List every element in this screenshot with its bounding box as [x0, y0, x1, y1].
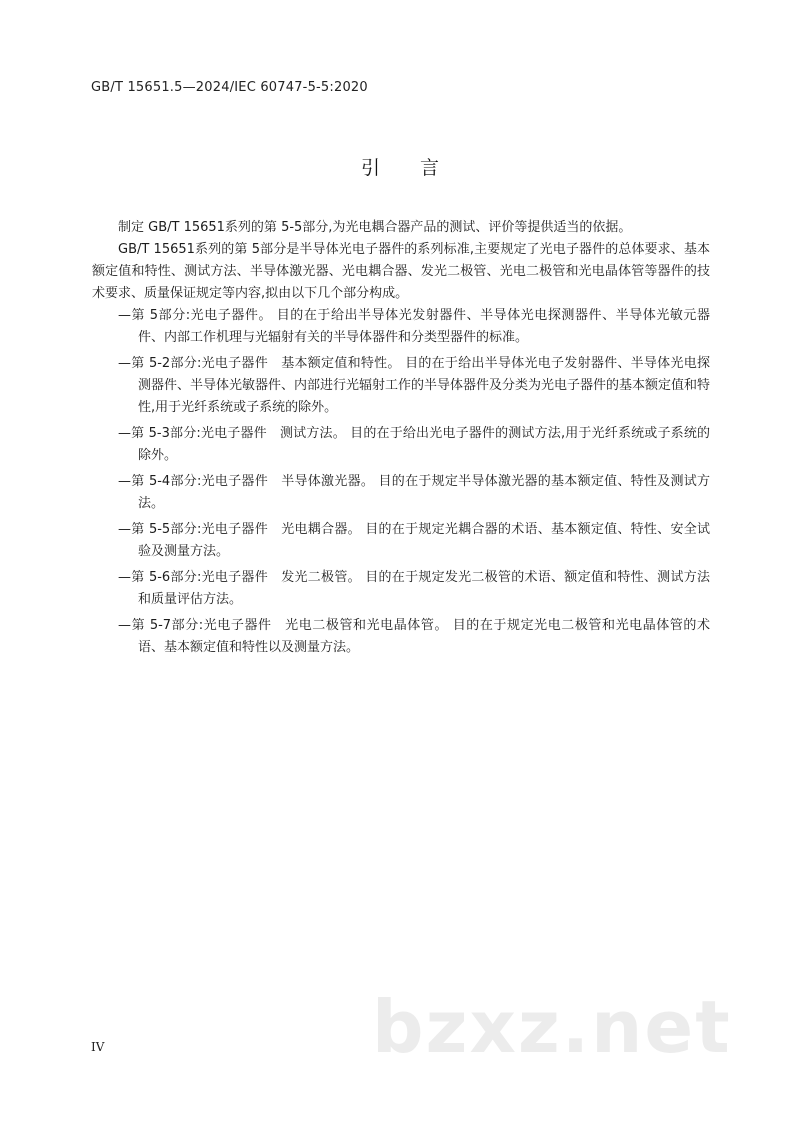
- paragraph: GB/T 15651系列的第 5部分是半导体光电子器件的系列标准,主要规定了光电子器件的总体要求、基本额定值和特性、测试方法、半导体激光器、光电耦合器、发光二极管、光电二极管和光电晶体管等器件的技术要求、质量保证规定等内容,拟由以下几个部分构成。: [92, 242, 710, 301]
- list-item: —第 5-3部分:光电子器件 测试方法。 目的在于给出光电子器件的测试方法,用于光纤系统或子系统的除外。: [118, 426, 710, 463]
- body-text: [92, 217, 710, 663]
- list-item: —第 5-2部分:光电子器件 基本额定值和特性。 目的在于给出半导体光电子发射器件、半导体光电探测器件、半导体光敏器件、内部进行光辐射工作的半导体器件及分类为光电子器件的基本额定值和特性,用于光纤系统或子系统的除外。: [118, 356, 711, 415]
- page-number: IV: [91, 1040, 105, 1054]
- list-item: —第 5-4部分:光电子器件 半导体激光器。 目的在于规定半导体激光器的基本额定值、特性及测试方法。: [118, 474, 710, 511]
- list-item: —第 5-7部分:光电子器件 光电二极管和光电晶体管。 目的在于规定光电二极管和光电晶体管的术语、基本额定值和特性以及测量方法。: [118, 618, 710, 655]
- list-item: —第 5-5部分:光电子器件 光电耦合器。 目的在于规定光耦合器的术语、基本额定值、特性、安全试验及测量方法。: [118, 522, 710, 559]
- section-title: 引言: [360, 157, 479, 179]
- watermark: bzxz.net: [372, 985, 732, 1069]
- list-item: —第 5-6部分:光电子器件 发光二极管。 目的在于规定发光二极管的术语、额定值和特性、测试方法和质量评估方法。: [118, 570, 710, 607]
- list-item: —第 5部分:光电子器件。 目的在于给出半导体光发射器件、半导体光电探测器件、半导体光敏元器件、内部工作机理与光辐射有关的半导体器件和分类型器件的标准。: [118, 308, 710, 345]
- paragraph: 制定 GB/T 15651系列的第 5-5部分,为光电耦合器产品的测试、评价等提供适当的依据。: [118, 220, 632, 235]
- standard-code: GB/T 15651.5—2024/IEC 60747-5-5:2020: [91, 80, 368, 95]
